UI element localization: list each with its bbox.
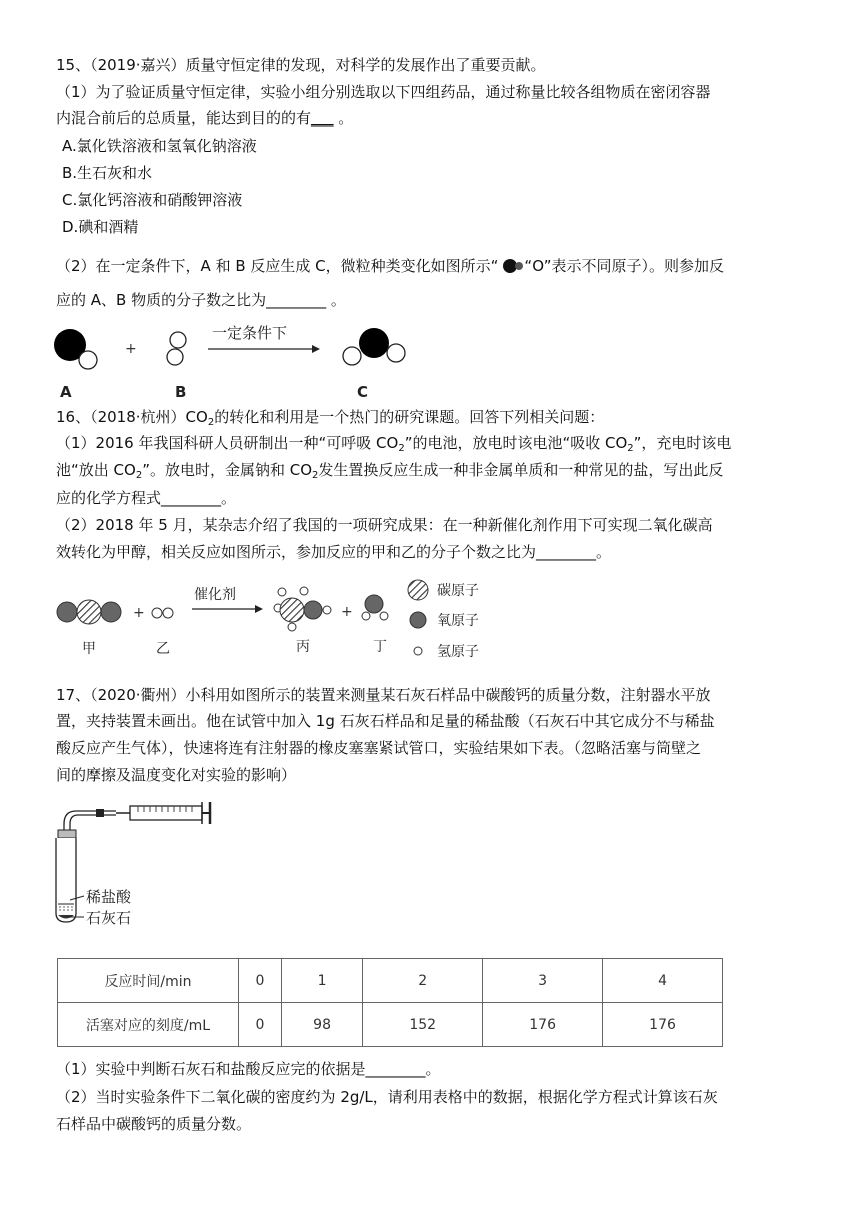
arrow-icon <box>208 345 320 353</box>
plus-sign-2: + <box>341 604 353 620</box>
molecule-a <box>54 329 97 369</box>
arrow-icon <box>192 605 263 613</box>
legend-carbon: 碳原子 <box>437 583 479 599</box>
table-cell: 176 <box>603 1003 723 1047</box>
plus-sign-1: + <box>133 605 145 621</box>
table-cell: 152 <box>363 1003 483 1047</box>
q16-part1-line3: 应的化学方程式________。 <box>56 489 237 507</box>
q17-line3: 酸反应产生气体），快速将连有注射器的橡皮塞塞紧试管口，实验结果如下表。（忽略活塞与筒壁之 <box>56 739 702 757</box>
legend <box>408 580 479 660</box>
rubber-tube <box>64 811 116 832</box>
label-c: C <box>357 383 369 401</box>
molecule-bing <box>274 587 331 631</box>
q15-part1-line2: 内混合前后的总质量，能达到目的的有___ 。 <box>56 109 354 127</box>
q15-option-a: A.氯化铁溶液和氢氧化钠溶液 <box>62 137 257 155</box>
label-jia: 甲 <box>82 641 96 657</box>
molecule-jia <box>57 600 121 624</box>
q17-apparatus-diagram <box>46 796 226 931</box>
answer-blank: ________ <box>365 1060 426 1078</box>
q17-line2: 置，夹持装置未画出。他在试管中加入 1g 石灰石样品和足量的稀盐酸（石灰石中其它成分不与稀盐 <box>56 712 715 730</box>
arrow-label: 一定条件下 <box>212 324 288 342</box>
q17-line4: 间的摩擦及温度变化对实验的影响） <box>56 766 297 784</box>
table-cell: 0 <box>239 1003 282 1047</box>
table-row <box>58 959 723 1003</box>
syringe-icon <box>116 802 210 824</box>
q16-reaction-diagram <box>52 575 502 665</box>
table-header-cell: 反应时间/min <box>58 959 239 1003</box>
q17-sub2-line1: （2）当时实验条件下二氧化碳的密度约为 2g/L，请利用表格中的数据，根据化学方程式计算该石灰 <box>56 1088 718 1106</box>
answer-blank: ________ <box>266 291 327 309</box>
label-dilute-hcl: 稀盐酸 <box>86 888 132 906</box>
q16-part2-line1: （2）2018 年 5 月，某杂志介绍了我国的一项研究成果：在一种新催化剂作用下可实现二氧化碳高 <box>56 516 713 534</box>
q17-sub2-line2: 石样品中碳酸钙的质量分数。 <box>56 1115 252 1133</box>
label-limestone: 石灰石 <box>86 909 132 927</box>
q16-part2-line2: 效转化为甲醇，相关反应如图所示，参加反应的甲和乙的分子个数之比为________。 <box>56 543 612 561</box>
label-a: A <box>60 383 72 401</box>
q16-part1-line1: （1）2016 年我国科研人员研制出一种“可呼吸 $CO_2$”的电池，放电时该电池“吸收 $CO_2$”，充电时该电 <box>56 434 732 454</box>
q15-part1-line1: （1）为了验证质量守恒定律，实验小组分别选取以下四组药品，通过称量比较各组物质在密闭容器 <box>56 83 711 101</box>
q16-part1-line2: 池“放出 $CO_2$”。放电时，金属钠和 $CO_2$发生置换反应生成一种非金属单质和一种常见的盐，写出此反 <box>56 461 724 481</box>
q17-sub1: （1）实验中判断石灰石和盐酸反应完的依据是________。 <box>56 1060 441 1078</box>
q15-title: 15、（2019·嘉兴）质量守恒定律的发现，对科学的发展作出了重要贡献。 <box>56 56 546 74</box>
answer-blank: ___ <box>311 109 334 127</box>
table-cell: 176 <box>483 1003 603 1047</box>
table-cell: 3 <box>483 959 603 1003</box>
table-row <box>58 1003 723 1047</box>
molecule-yi <box>152 608 173 618</box>
q16-title: 16、（2018·杭州）$CO_2$的转化和利用是一个热门的研究课题。回答下列相关问题： <box>56 408 605 428</box>
table-cell: 1 <box>281 959 362 1003</box>
q15-reaction-diagram <box>50 318 420 403</box>
q17-line1: 17、（2020·衢州）小科用如图所示的装置来测量某石灰石样品中碳酸钙的质量分数，注射器水平放 <box>56 686 711 704</box>
atom-legend-icon <box>498 259 524 273</box>
molecule-c <box>343 328 405 365</box>
table-header-cell: 活塞对应的刻度/mL <box>58 1003 239 1047</box>
answer-blank: ________ <box>161 489 222 507</box>
label-bing: 丙 <box>296 639 310 655</box>
q15-option-b: B.生石灰和水 <box>62 164 153 182</box>
label-yi: 乙 <box>156 641 170 657</box>
legend-oxygen: 氧原子 <box>437 613 479 629</box>
legend-hydrogen: 氢原子 <box>437 644 479 660</box>
arrow-label: 催化剂 <box>194 587 236 603</box>
molecule-b <box>167 332 186 365</box>
q15-option-c: C.氯化钙溶液和硝酸钾溶液 <box>62 191 243 209</box>
answer-blank: ________ <box>536 543 597 561</box>
label-ding: 丁 <box>373 639 387 655</box>
label-b: B <box>175 383 187 401</box>
results-table <box>57 958 723 1047</box>
plus-sign: + <box>125 341 137 357</box>
table-cell: 4 <box>603 959 723 1003</box>
q15-part2-line2: 应的 A、B 物质的分子数之比为________ 。 <box>56 291 346 309</box>
molecule-ding <box>362 595 388 620</box>
table-cell: 2 <box>363 959 483 1003</box>
table-cell: 0 <box>239 959 282 1003</box>
q15-part2-line1: （2）在一定条件下，A 和 B 反应生成 C，微粒种类变化如图所示“ “O”表示不同原子）。则参加反 <box>56 257 725 275</box>
table-cell: 98 <box>281 1003 362 1047</box>
q15-option-d: D.碘和酒精 <box>62 218 139 236</box>
test-tube-icon <box>56 830 76 922</box>
